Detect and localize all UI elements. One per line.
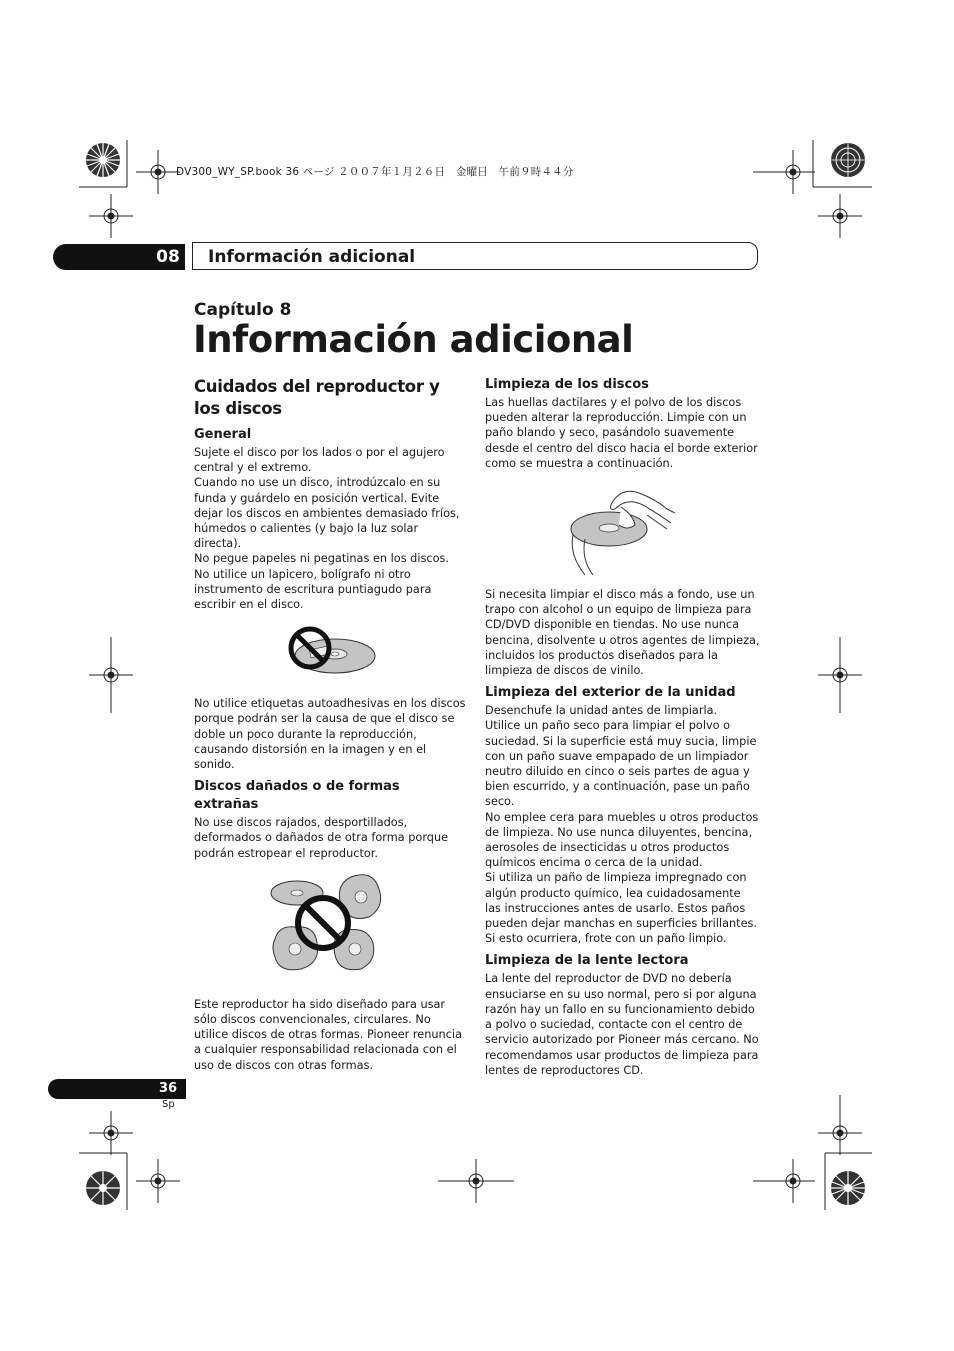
starburst-top-right — [831, 143, 865, 177]
no-stickers-illustration — [280, 618, 380, 690]
crosshair-6 — [818, 637, 862, 713]
disc-cleaning-illustration — [563, 479, 683, 579]
irregular-discs-illustration — [265, 869, 395, 987]
exterior-heading: Limpieza del exterior de la unidad — [485, 685, 736, 701]
header-title: Información adicional — [208, 247, 416, 267]
lens-heading: Limpieza de la lente lectora — [485, 953, 689, 969]
cleaning-paragraph-2: Si necesita limpiar el disco más a fondo, use un trapo con alcohol o un equipo de limpieza para CD/DVD disponible en tiendas. No use nunca bencina, disolvente u otros agentes de limpieza, incluidos los productos diseñados para la limpieza de discos de vinilo. — [485, 588, 760, 678]
section-title-care: Cuidados del reproductor y los discos — [194, 377, 440, 418]
crosshair-7 — [89, 1111, 133, 1155]
general-paragraph-1: Sujete el disco por los lados o por el agujero central y el extremo. — [194, 446, 445, 475]
general-heading: General — [194, 427, 252, 442]
crosshair-2 — [753, 150, 815, 194]
crosshair-10 — [438, 1159, 514, 1203]
crosshair-3 — [89, 194, 133, 238]
crosshair-1 — [136, 150, 180, 194]
crosshair-4 — [818, 194, 862, 238]
general-paragraph-3: No pegue papeles ni pegatinas en los discos. No utilice un lapicero, bolígrafo ni otro instrumento de escritura puntiagudo para escribir en el disco. — [194, 552, 449, 612]
exterior-paragraph-2: Utilice un paño seco para limpiar el polvo o suciedad. Si la superficie está muy sucia, limpie con un paño suave empapado de un limpiador neutro diluido en cinco o seis partes de agua y bien escurrido, y a continuación, pase un paño seco. — [485, 719, 757, 809]
chapter-number: 08 — [156, 247, 180, 267]
damaged-paragraph-1: No use discos rajados, desportillados, deformados o dañados de otra forma porque podrán estropear el reproductor. — [194, 816, 449, 860]
exterior-paragraph-4: Si utiliza un paño de limpieza impregnado con algún producto químico, lea cuidadosamente las instrucciones antes de usarlo. Estos paños pueden dejar manchas en superficies brillantes. Si esto ocurriera, frote con un paño limpio. — [485, 871, 758, 946]
print-info: DV300_WY_SP.book 36 ページ ２００７年１月２６日 金曜日 午前９時４４分 — [176, 166, 574, 178]
crosshair-5 — [89, 637, 133, 713]
starburst-top-left — [86, 143, 120, 177]
damaged-heading: Discos dañados o de formas extrañas — [194, 779, 400, 813]
chapter-title: Información adicional — [193, 318, 634, 361]
labels-paragraph: No utilice etiquetas autoadhesivas en los discos porque podrán ser la causa de que el disco se doble un poco durante la reproducción, causando distorsión en la imagen y en el sonido. — [194, 697, 466, 772]
crosshair-8 — [818, 1095, 862, 1155]
starburst-bottom-right — [831, 1171, 865, 1205]
damaged-paragraph-2: Este reproductor ha sido diseñado para usar sólo discos convencionales, circulares. No utilice discos de otras formas. Pioneer renuncia a cualquier responsabilidad relacionada con el uso de discos con otras formas. — [194, 997, 462, 1072]
left-column — [194, 376, 466, 1073]
cleaning-heading: Limpieza de los discos — [485, 377, 649, 392]
general-paragraph-2: Cuando no use un disco, introdúzcalo en su funda y guárdelo en posición vertical. Evite dejar los discos en ambientes demasiado fríos, húmedos o calientes (y bajo la luz solar directa). — [194, 476, 460, 551]
page-number: 36 — [158, 1081, 178, 1096]
chapter-label: Capítulo 8 — [194, 300, 292, 320]
starburst-bottom-left — [86, 1171, 120, 1205]
right-column — [485, 376, 760, 1078]
crosshair-9 — [136, 1159, 180, 1203]
crosshair-11 — [753, 1159, 815, 1203]
exterior-paragraph-3: No emplee cera para muebles u otros productos de limpieza. No use nunca diluyentes, bencina, aerosoles de insecticidas u otros productos químicos encima o cerca de la unidad. — [485, 810, 759, 870]
lens-paragraph: La lente del reproductor de DVD no debería ensuciarse en su uso normal, pero si por alguna razón hay un fallo en su funcionamiento debido a polvo o suciedad, contacte con el centro de servicio autorizado por Pioneer más cercano. No recomendamos usar productos de limpieza para lentes de reproductores CD. — [485, 972, 759, 1077]
exterior-paragraph-1: Desenchufe la unidad antes de limpiarla. — [485, 704, 718, 718]
page-language: Sp — [162, 1099, 175, 1110]
cleaning-paragraph-1: Las huellas dactilares y el polvo de los discos pueden alterar la reproducción. Limpie con un paño blando y seco, pasándolo suavemente desde el centro del disco hacia el borde exterior como se muestra a continuación. — [485, 396, 758, 470]
